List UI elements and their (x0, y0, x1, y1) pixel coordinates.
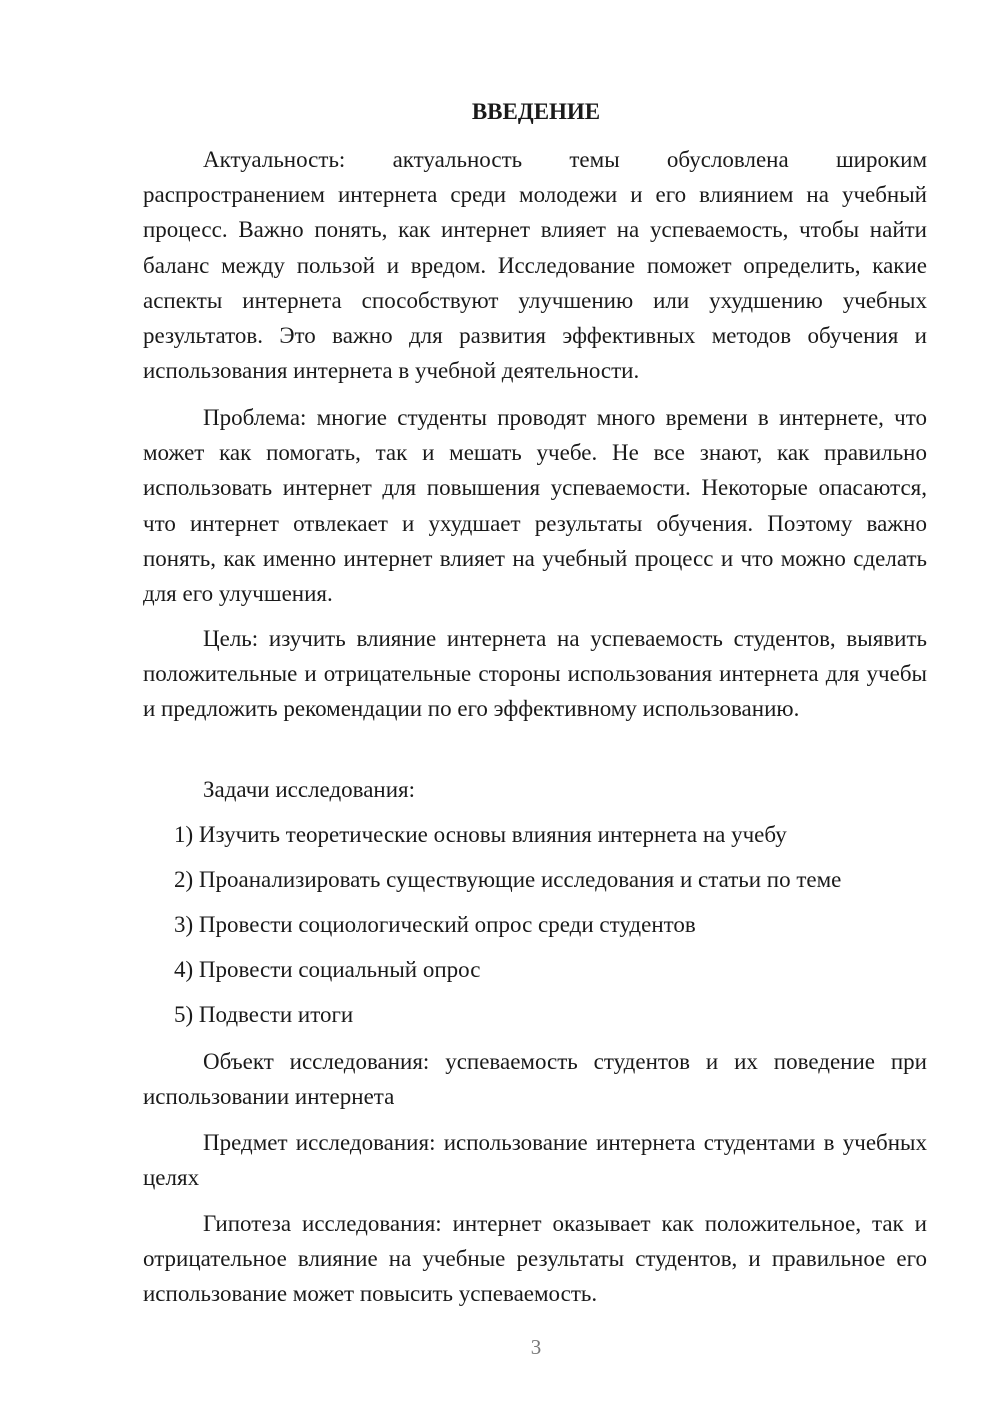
subject-paragraph: Предмет исследования: использование интернета студентами в учебных целях (143, 1130, 927, 1191)
list-item: 4) Провести социальный опрос (174, 957, 481, 982)
goal-paragraph: Цель: изучить влияние интернета на успеваемость студентов, выявить положительные и отрицательные стороны использования интернета для учебы и предложить рекомендации по его эффективному использованию. (143, 626, 927, 722)
object-paragraph: Объект исследования: успеваемость студентов и их поведение при использовании интернета (143, 1049, 927, 1110)
list-item: 1) Изучить теоретические основы влияния интернета на учебу (174, 822, 787, 847)
tasks-heading: Задачи исследования: (203, 777, 416, 802)
list-item: 2) Проанализировать существующие исследования и статьи по теме (174, 867, 842, 892)
list-item: 5) Подвести итоги (174, 1002, 354, 1027)
relevance-paragraph: Актуальность: актуальность темы обусловлена широким распространением интернета среди молодежи и его влиянием на учебный процесс. Важно понять, как интернет влияет на успеваемость, чтобы найти баланс между пользой и вредом. Исследование поможет определить, какие аспекты интернета способствуют улучшению или ухудшению учебных результатов. Это важно для развития эффективных методов обучения и использования интернета в учебной деятельности. (143, 147, 927, 384)
problem-paragraph: Проблема: многие студенты проводят много времени в интернете, что может как помогать, так и мешать учебе. Не все знают, как правильно использовать интернет для повышения успеваемости. Некоторые опасаются, что интернет отвлекает и ухудшает результаты обучения. Поэтому важно понять, как именно интернет влияет на учебный процесс и что можно сделать для его улучшения. (143, 405, 927, 607)
tasks-list (174, 820, 841, 1045)
list-item: 3) Провести социологический опрос среди студентов (174, 912, 696, 937)
page-number: 3 (530, 1335, 542, 1359)
page-title: ВВЕДЕНИЕ (471, 99, 601, 124)
hypothesis-paragraph: Гипотеза исследования: интернет оказывает как положительное, так и отрицательное влияние на учебные результаты студентов, и правильное его использование может повысить успеваемость. (143, 1211, 927, 1307)
